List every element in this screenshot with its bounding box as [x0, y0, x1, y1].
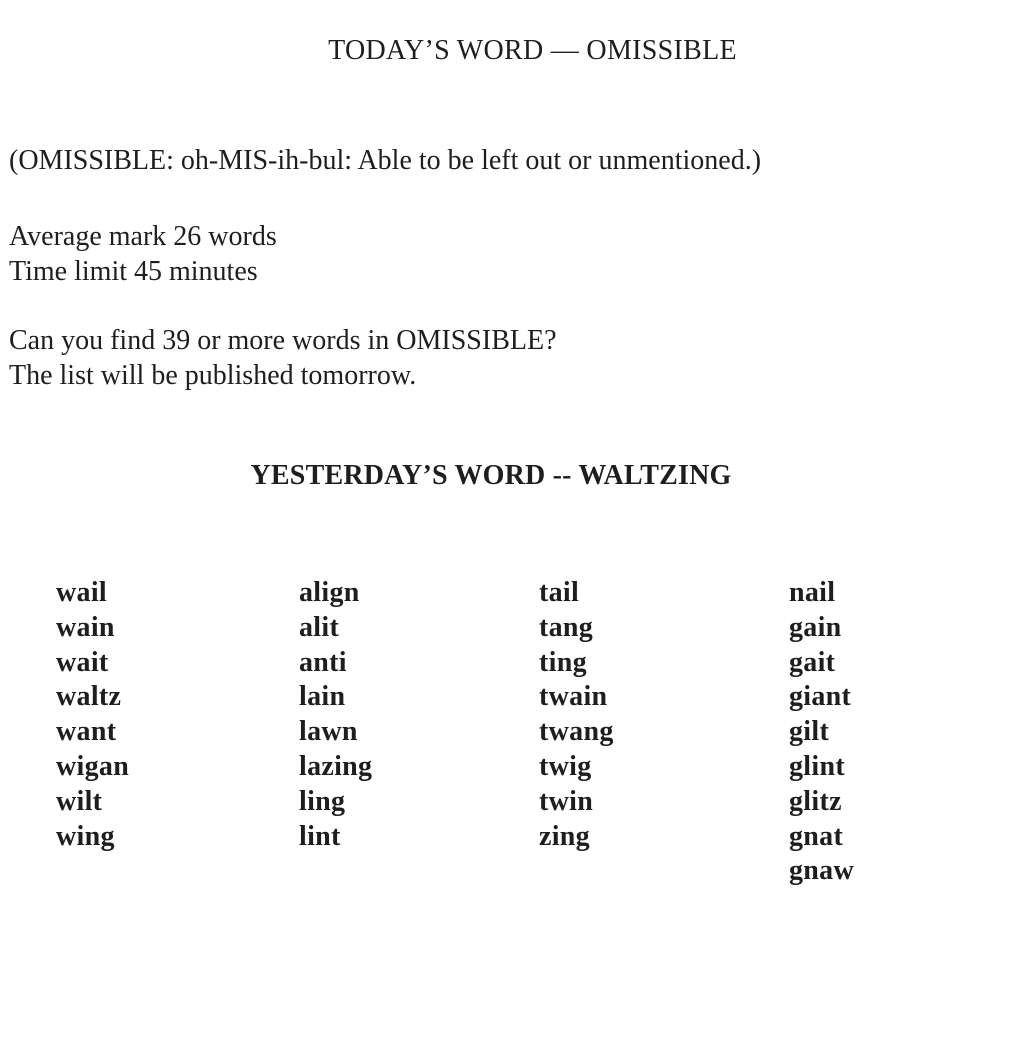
- word-list-column-3: [539, 576, 614, 854]
- yesterdays-word-title: YESTERDAY’S WORD -- WALTZING: [250, 460, 732, 491]
- word-list-item: wilt: [56, 785, 103, 817]
- todays-word-title: TODAY’S WORD — OMISSIBLE: [328, 35, 737, 66]
- word-list-item: lazing: [299, 750, 373, 782]
- word-list-item: gnaw: [789, 855, 854, 887]
- word-list-column-2: [299, 576, 372, 854]
- word-list-item: ling: [299, 785, 346, 817]
- word-list-column-1: [56, 576, 129, 854]
- word-list-item: wail: [56, 577, 107, 608]
- word-list-item: gnat: [789, 820, 844, 852]
- word-list-item: want: [56, 716, 117, 748]
- word-list-item: wigan: [56, 750, 130, 782]
- word-list-item: tang: [539, 611, 594, 643]
- word-list-item: gilt: [789, 716, 830, 748]
- word-list-item: glitz: [789, 785, 842, 817]
- publish-note: The list will be published tomorrow.: [9, 360, 417, 391]
- word-list-item: alit: [299, 611, 340, 643]
- word-list-item: lawn: [299, 716, 358, 748]
- word-list-item: giant: [789, 681, 852, 713]
- word-list-item: gain: [789, 611, 842, 643]
- word-list-item: twang: [539, 716, 614, 748]
- word-list-item: wain: [56, 611, 115, 643]
- word-list-item: nail: [789, 577, 836, 608]
- word-list-item: waltz: [56, 681, 122, 713]
- word-list-item: twig: [539, 750, 592, 782]
- word-list-column-4: [789, 576, 854, 889]
- word-list-item: lint: [299, 820, 341, 852]
- word-definition: (OMISSIBLE: oh-MIS-ih-bul: Able to be left out or unmentioned.): [9, 145, 762, 176]
- word-list-item: tail: [539, 577, 580, 608]
- word-list-item: twin: [539, 785, 594, 817]
- average-mark: Average mark 26 words: [9, 221, 277, 252]
- word-list-item: anti: [299, 646, 347, 678]
- word-list-item: twain: [539, 681, 608, 713]
- time-limit: Time limit 45 minutes: [9, 256, 258, 287]
- word-list-item: lain: [299, 681, 346, 713]
- word-list-item: wing: [56, 820, 115, 852]
- word-list-item: glint: [789, 750, 845, 782]
- word-list-item: ting: [539, 646, 587, 678]
- challenge-question: Can you find 39 or more words in OMISSIBLE?: [9, 325, 557, 356]
- word-list-item: gait: [789, 646, 836, 678]
- word-list-item: zing: [539, 820, 590, 852]
- word-list-item: align: [299, 577, 360, 608]
- word-list-item: wait: [56, 646, 109, 678]
